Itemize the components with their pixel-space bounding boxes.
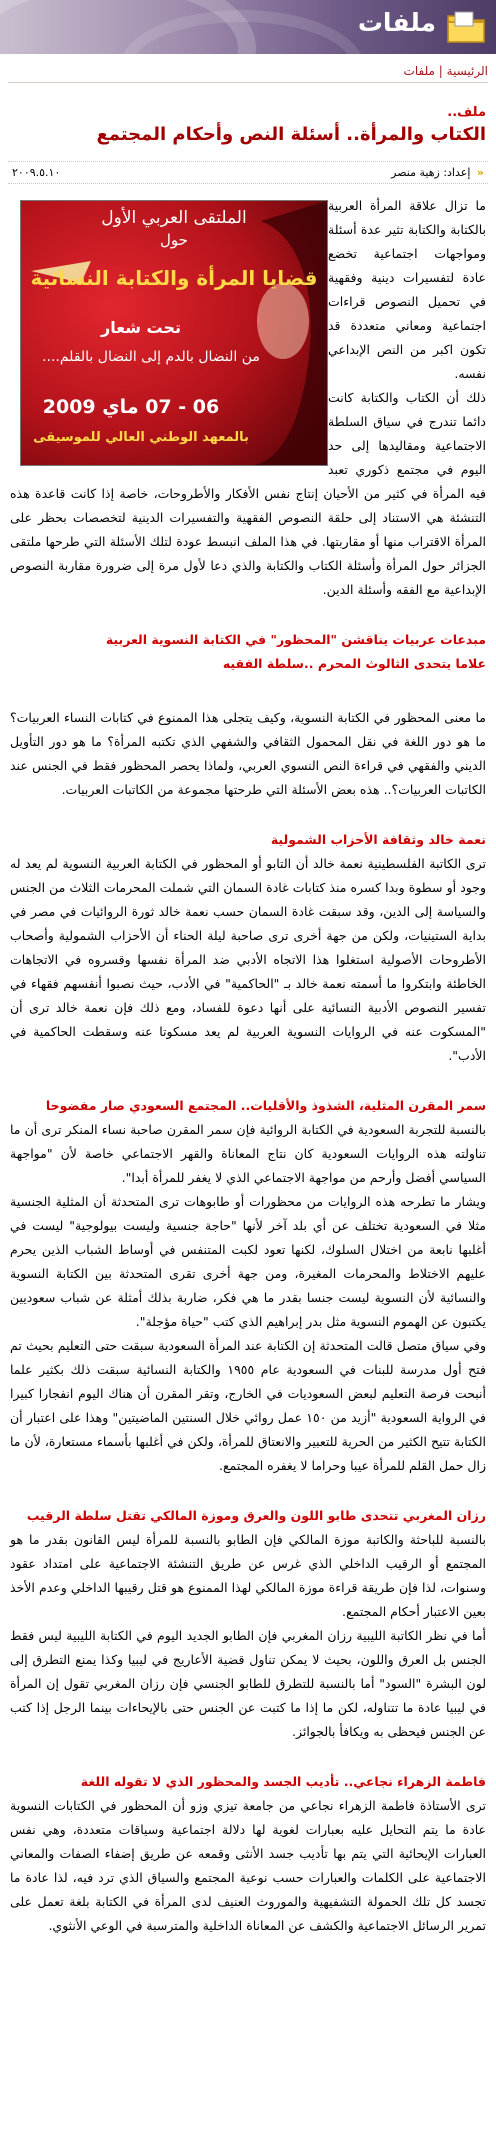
intro-paragraph-2: ذلك أن الكتاب والكتابة كانت دائما تندرج في سياق السلطة الاجتماعية ومقاليدها إلى حد اليوم في مجتمع ذكوري تعبد فيه المرأة في كثير من الأحيان إنتاج نفس الأفكار والأطروحات، خاصة إذا كانت قاعدة هذه التنشئة هي الاستناد إلى حلقة النصوص الفقهية والتفسيرات الدينية لتخصصات بحظر على المرأة الاقتراب منها أو مقاربتها. في هذا الملف انبسط عودة لتلك الأسئلة التي طرحها ملتقى الجزائر حول المرأة وأسئلة الكتاب والكتابة والذي دعا لأول مرة إلى ضرورة مقاربة النصوص الإبداعية مع الفقه وأسئلة الدين. [10,390,486,597]
article-body [10,194,486,1938]
poster-image [21,201,327,465]
section-paragraph: ترى الكاتبة الفلسطينية نعمة خالد أن التابو أو المحظور في الكتابة العربية النسوية لم يعد له وجود أو سطوة وبدا كسره منذ كتابات غادة السمان التي شملت المحرمات الثلاث من الجنس والسياسة إلى الدين، وقد سبقت غادة السمان حسب نعمة خالد ثورة الروائيات في مصر في بداية الستينيات، ولكن من جهة أخرى ترى صاحبة ليلة الحناء أن الأحزاب الشمولية وأصحاب الأطروحات الأصولية استغلوا هذا الاتجاه الأدبي ضد المرأة نفسها وقسروه في الاتجاهات الخاطئة وابتكروا ما أسمته نعمة خالد بـ "الحاكمية" في الأدب، حيث نصبوا أنفسهم فقهاء في تفسير النصوص الأدبية النسائية على أنها دعوة للفساد، ومع ذلك فإن نعمة خالد ترى أن "المسكوت عنه في الروايات النسوية العربية لم يعد مسكوتا عنه وسقطت الحاكمية في الأدب". [10,856,486,1063]
folder-icon [446,8,486,46]
poster-line5: من النضال بالدم إلى النضال بالقلم.... [42,349,260,365]
poster-venue: بالمعهد الوطني العالي للموسيقى [33,430,249,445]
section-label: ملف.. [447,105,486,120]
article-title: الكتاب والمرأة.. أسئلة النص وأحكام المجتمع [96,124,486,145]
poster-line3: قضايا المرأة والكتابة النسائية [30,266,318,290]
poster-line4: تحت شعار [100,318,182,337]
breadcrumb-separator: | [434,64,447,78]
double-chevron-icon: « [476,166,484,179]
breadcrumb-section-link[interactable]: ملفات [403,64,435,78]
section-heading: سمر المقرن المثلية، الشذوذ والأقليات.. المجتمع السعودي صار مفضوحا [45,1098,486,1113]
conference-poster [20,200,328,466]
section-subheading: علاما يتحدى الثالوث المحرم ..سلطة الفقيه [222,656,486,671]
header-banner [0,0,496,54]
section-paragraph: ترى الأستاذة فاطمة الزهراء نجاعي من جامعة تيزي وزو أن المحظور في الكتابات النسوية عادة ما يتم التحايل عليه بعبارات لغوية لها دلالة اجتماعية وسياقات متعددة، وهي نفس العبارات الإيحائية التي يتم بها تأديب جسد الأنثى وقمعه عن طريق إضفاء الصفات والمعاني الاجتماعية على الكلمات والعبارات حسب نوعية المجتمع والسياق الذي ترد فيه، لذا عادة ما تجسد كل تلك الحمولة التشفيهية والموروث العنيف لدى المرأة في الكتابة بلغة تعمل على تمرير الرسائل الاجتماعية والكشف عن المعاناة الداخلية والمترسبة في الوعي الأنثوي. [10,1798,486,1933]
section-heading: فاطمة الزهراء نجاعي.. تأديب الجسد والمحظور الذي لا تقوله اللغة [80,1774,486,1789]
publish-date: ٢٠٠٩.٥.١٠ [12,166,61,179]
section-paragraph: أما في نظر الكاتبة الليبية رزان المغربي فإن الطابو الجديد اليوم في الكتابة الليبية ليس فقط الجنس بل العرق واللون، بحيث لا يمكن تناول قضية الأعاريج في ليبيا وكذا يمنع التطرق إلى لون البشرة "السود" أما بالنسبة للتطرق للطابو الجنسي فإن رزان المغربي تقول إن المرأة في ليبيا عادة ما تتناوله، لكن ما إذا ما كتبت عن الجنس حتى بالإيحاءات بينما الرجل إذا كتب عن الجنس فيحظى به ويكافأ بالجوائز. [10,1628,486,1739]
section-heading: نعمة خالد وثقافة الأحزاب الشمولية [270,832,486,847]
section-paragraph: ويشار ما تطرحه هذه الروايات من محظورات أو طابوهات ترى المتحدثة أن المثلية الجنسية مثلا في السعودية تختلف عن أي بلد آخر لأنها "حاجة جنسية وليست بيولوجية" ليست في أغلبها نابعة من اختلال السلوك، لكنها تعود لكبت المتنفس في أوساط الشباب الذين يحرم عليهم الاختلاط والمحرمات المغيرة، ومن جهة أخرى تقرى المتحدثة بين الكتابة النسوية والنسائية لأن النسوية ليست جنسا بقدر ما هي فكر، ضاربة بذلك أمثلة عن شباب سعوديين يكتبون عن الهموم النسوية مثل بدر إبراهيم الذي كتب "حياة مؤجلة". [10,1194,486,1329]
author-label: إعداد: [443,166,471,179]
poster-line1: الملتقى العربي الأول [101,208,247,228]
author-line [391,166,484,179]
author-name: زهية منصر [391,166,440,179]
poster-date: 06 - 07 ماي 2009 [42,396,220,418]
article-meta [8,161,488,184]
intro-paragraph: ما تزال علاقة المرأة العربية بالكتابة والكتابة تثير عدة أسئلة ومواجهات اجتماعية تخضع عادة لتفسيرات دينية وفقهية في تحميل النصوص قراءات اجتماعية ومعاني متعددة قد تكون اكبر من النص الإبداعي نفسه. [328,198,486,381]
section-heading: رزان المغربي تتحدى طابو اللون والعرق وموزة المالكي تقتل سلطة الرقيب [26,1508,486,1523]
section-paragraph: ما معنى المحظور في الكتابة النسوية، وكيف يتجلى هذا الممنوع في كتابات النساء العربيات؟ ما هو دور اللغة في نقل المحمول الثقافي والشفهي الذي تكتبه المرأة؟ ما هو دور التأويل الديني والفقهي في قراءة النص النسوي العربي، ولماذا يحصر المحظور فقط في الجنس عند الكاتبات العربيات؟.. هذه بعض الأسئلة التي طرحتها مجموعة من الكاتبات العربيات. [10,710,486,797]
poster-line2: حول [160,231,188,249]
breadcrumb [8,64,488,83]
breadcrumb-home-link[interactable]: الرئيسية [446,64,488,78]
section-heading: مبدعات عربيات يناقشن "المحظور" في الكتابة النسوية العربية [105,632,486,647]
header-title: ملفات [357,8,436,37]
section-paragraph: وفي سياق متصل قالت المتحدثة إن الكتابة عند المرأة السعودية سبقت حتى التعليم بحيث تم فتح أول مدرسة للبنات في السعودية عام ١٩٥٥ والكتابة النسائية سبقت ذلك بكثير علما أنبحت فرصة التعليم لبعض السعوديات في الخارج، وتقر المقرن أن هناك اليوم انفجارا كبيرا في الرواية السعودية "أزيد من ١٥٠ عمل روائي خلال السنتين الماضيتين" وهذا على اعتبار أن الكتابة تتيح الكثير من الحرية للتعبير والانعتاق للمرأة، ولكن في أغلبها بأسماء مستعارة، لأن ما زال حمل القلم للمرأة عيبا وحراما لا يغفره المجتمع. [10,1338,486,1473]
section-paragraph: بالنسبة للتجربة السعودية في الكتابة الروائية فإن سمر المقرن صاحبة نساء المنكر ترى أن ما تناولته هذه الروايات السعودية كان نتاج المعاناة والقهر الاجتماعي خاصة لأن "مواجهة السياسي أفضل وأرحم من مواجهة الاجتماعي الذي لا يغفر للمرأة أبدا". [10,1122,486,1185]
section-paragraph: بالنسبة للباحثة والكاتبة موزة المالكي فإن الطابو بالنسبة للمرأة ليس القانون بقدر ما هو المجتمع أو الرقيب الداخلي الذي غرس عن طريق التنشئة الاجتماعية على امتداد عقود وسنوات، لذا فإن طريقة قراءة موزة المالكي لهذا الممنوع هو قتل رقيبها الداخلي وعدم الأخذ بعين الاعتبار أحكام المجتمع. [10,1532,486,1619]
